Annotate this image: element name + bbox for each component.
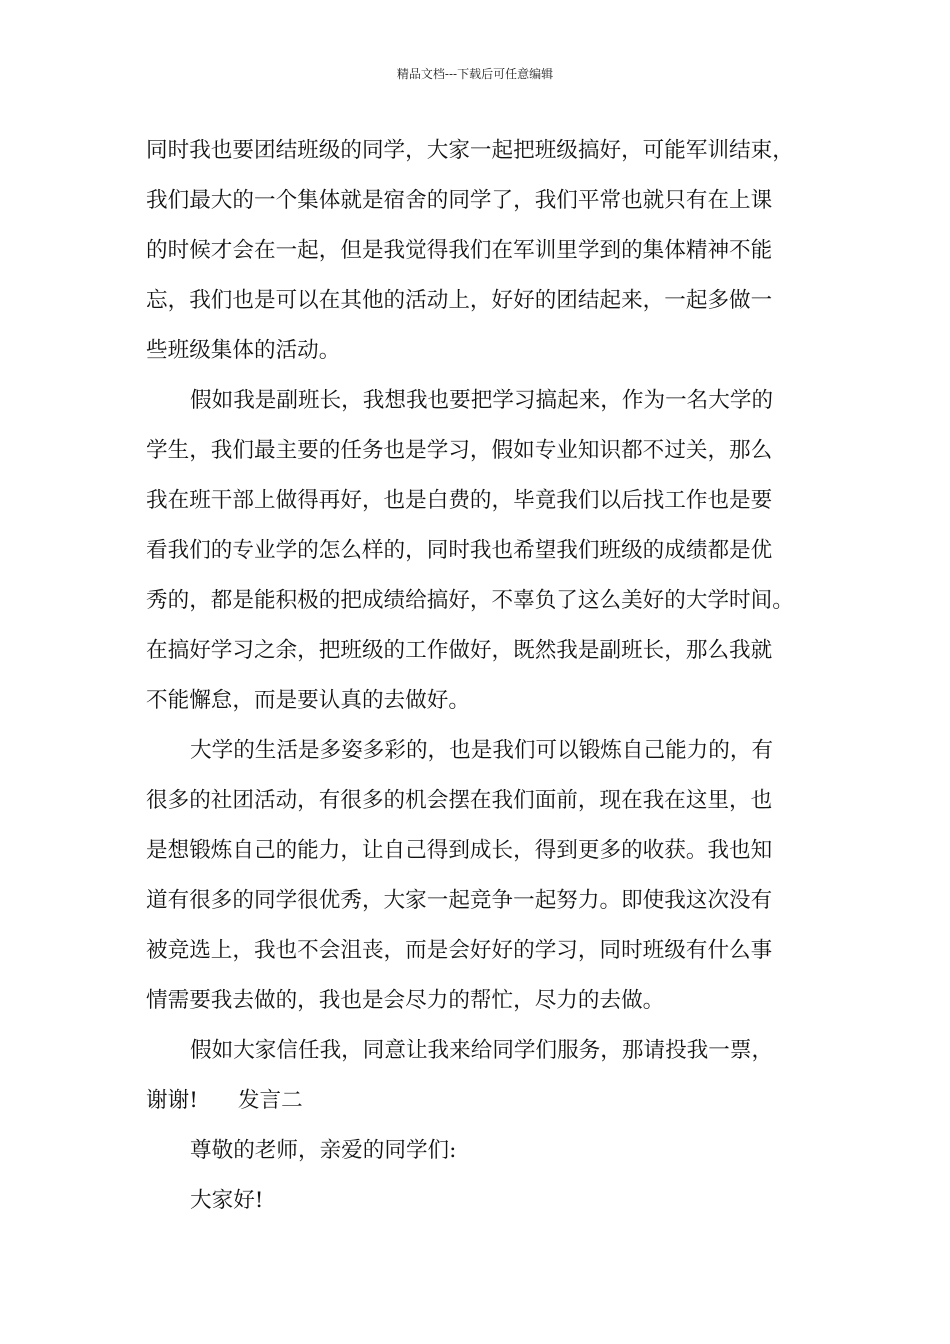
text-line: 同时我也要团结班级的同学，大家一起把班级搞好，可能军训结束，	[146, 138, 794, 163]
text-line: 我们最大的一个集体就是宿舍的同学了，我们平常也就只有在上课	[146, 188, 773, 213]
paragraph-first-line: 假如我是副班长，我想我也要把学习搞起来，作为一名大学的	[190, 388, 774, 413]
paragraph-first-line: 假如大家信任我，同意让我来给同学们服务，那请投我一票，	[190, 1038, 774, 1063]
text-line: 我在班干部上做得再好，也是白费的，毕竟我们以后找工作也是要	[146, 488, 773, 513]
document-body	[146, 126, 818, 1226]
closing-thanks: 谢谢!	[146, 1088, 198, 1113]
greeting-line: 大家好!	[190, 1188, 264, 1213]
text-line: 的时候才会在一起，但是我觉得我们在军训里学到的集体精神不能	[146, 238, 773, 263]
paragraph-first-line: 大学的生活是多姿多彩的，也是我们可以锻炼自己能力的，有	[190, 738, 774, 763]
text-line: 看我们的专业学的怎么样的，同时我也希望我们班级的成绩都是优	[146, 538, 773, 563]
text-line: 不能懈怠，而是要认真的去做好。	[146, 688, 470, 713]
text-line: 秀的，都是能积极的把成绩给搞好，不辜负了这么美好的大学时间。	[146, 588, 794, 613]
text-line: 被竞选上，我也不会沮丧，而是会好好的学习，同时班级有什么事	[146, 938, 773, 963]
page-header: 精品文档---下载后可任意编辑	[396, 67, 554, 81]
text-line: 情需要我去做的，我也是会尽力的帮忙，尽力的去做。	[146, 988, 665, 1013]
closing-line	[146, 1076, 818, 1126]
text-line: 道有很多的同学很优秀，大家一起竞争一起努力。即使我这次没有	[146, 888, 773, 913]
text-line: 很多的社团活动，有很多的机会摆在我们面前，现在我在这里，也	[146, 788, 773, 813]
text-line: 忘，我们也是可以在其他的活动上，好好的团结起来，一起多做一	[146, 288, 773, 313]
salutation-line: 尊敬的老师，亲爱的同学们:	[190, 1138, 457, 1163]
section-title: 发言二	[237, 1088, 303, 1113]
text-line: 是想锻炼自己的能力，让自己得到成长，得到更多的收获。我也知	[146, 838, 773, 863]
text-line: 些班级集体的活动。	[146, 338, 341, 363]
text-line: 学生，我们最主要的任务也是学习，假如专业知识都不过关，那么	[146, 438, 773, 463]
text-line: 在搞好学习之余，把班级的工作做好，既然我是副班长，那么我就	[146, 638, 773, 663]
